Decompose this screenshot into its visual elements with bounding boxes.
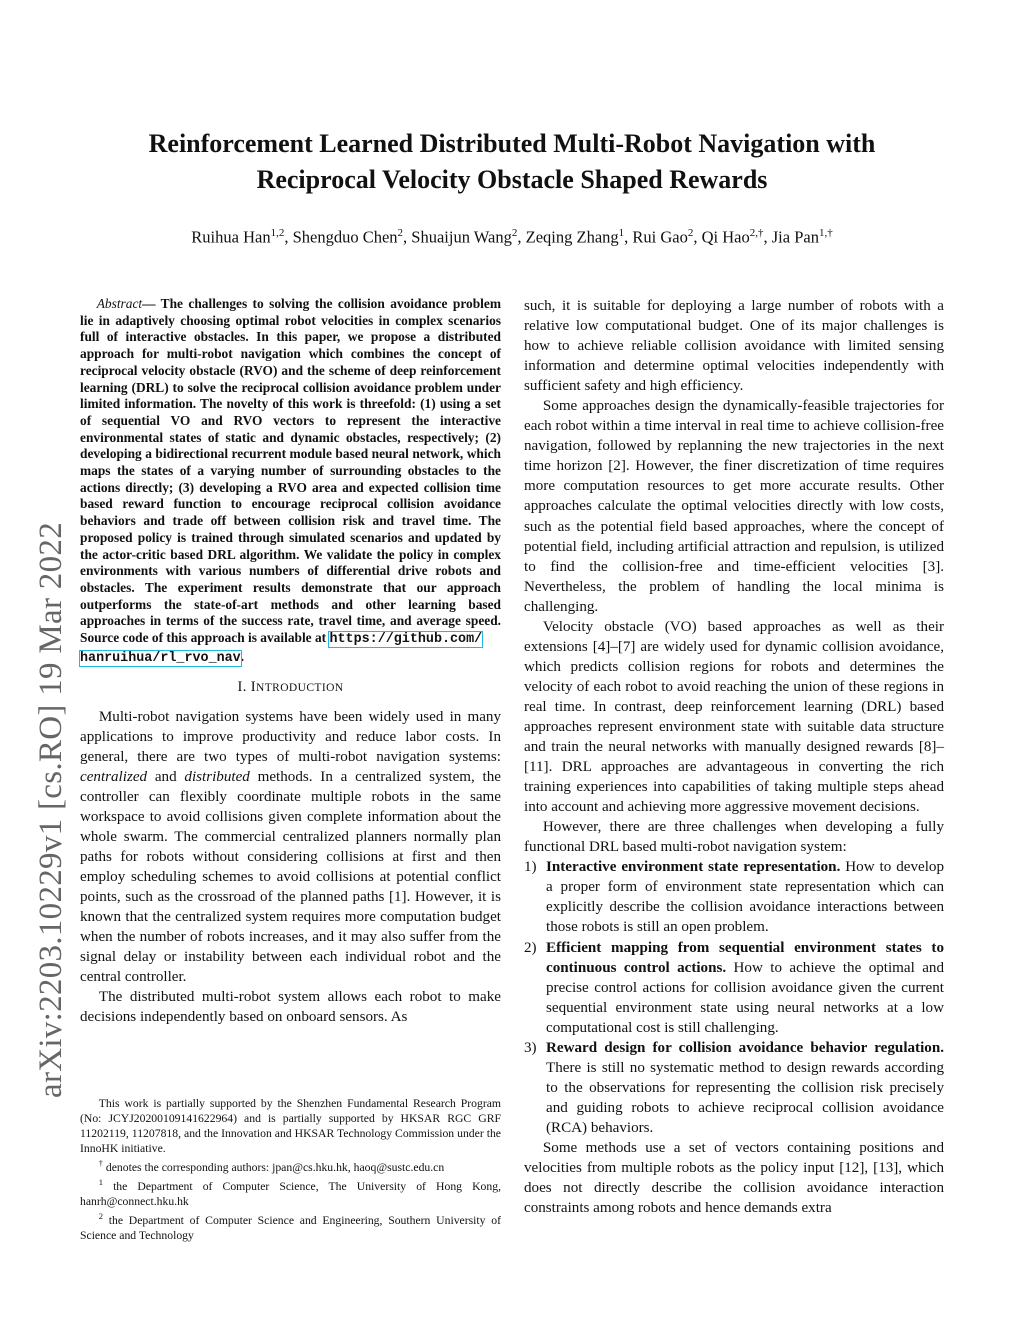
list-item [524, 1038, 944, 1138]
right-paragraph-1: such, it is suitable for deploying a large number of robots with a relative low computational budget. One of its major challenges is how to achieve reliable collision avoidance with limited sensing information and determine optimal velocities independently with sufficient safety and high efficiency. [524, 298, 944, 395]
section-title-initial: I [250, 679, 257, 696]
author: Shengduo Chen [292, 227, 398, 247]
footnote-text: the Department of Computer Science, The University of Hong Kong, hanrh@connect.hku.hk [80, 1180, 501, 1209]
list-number: 3) [524, 1039, 537, 1056]
author: Zeqing Zhang [525, 227, 619, 247]
footnote-mark: 1 [98, 1177, 103, 1188]
abstract-body: — The challenges to solving the collision avoidance problem lie in adaptively choosing optimal robot velocities in complex scenarios full of interactive obstacles. In this paper, we propose a distributed approach for multi-robot navigation which combines the concept of reciprocal velocity obstacle (RVO) and the scheme of deep reinforcement learning (DRL) to solve the reciprocal collision avoidance problem under limited information. The novelty of this work is threefold: (1) using a set of sequential VO and RVO vectors to represent the interactive environmental states of static and dynamic obstacles, respectively; (2) developing a bidirectional recurrent module based neural network, which maps the states of a varying number of surrounding obstacles to the actions directly; (3) developing a RVO area and expected collision time based reward function to encourage reciprocal collision avoidance behaviors and trade off between collision risk and travel time. The proposed policy is trained through simulated scenarios and updated by the actor-critic based DRL algorithm. We validate the policy in complex environments with various numbers of differential drive robots and obstacles. The experiment results demonstrate that our approach outperforms the state-of-art methods and other learning based approaches in terms of the success rate, travel time, and average speed. Source code of this approach is available at [80, 296, 501, 646]
text-run: methods. In a centralized system, the controller can flexibly coordinate multiple robots in the same workspace to avoid collisions given complete information about the whole swarm. The commercial centralized planners normally plan paths for robots without considering collisions at first and then employ scheduling schemes to avoid collisions at potential conflict points, such as the crossroad of the planned paths [1]. However, it is known that the centralized system requires more computation budget when the number of robots increases, and it may also suffer from the signal delay or instability between each individual robot and the central controller. [80, 768, 501, 986]
list-number: 2) [524, 939, 537, 956]
list-item-text: How to develop a proper form of environment state representation which can explicitly describe the collision avoidance interactions between those robots is still an open problem. [546, 859, 944, 936]
emphasis-distributed: distributed [184, 768, 250, 785]
author: Ruihua Han [191, 227, 271, 247]
list-item-heading: Efficient mapping from sequential environment states to continuous control actions. [546, 939, 944, 976]
right-paragraph-5: Some methods use a set of vectors containing positions and velocities from multiple robots as the policy input [12], [13], which does not directly describe the collision avoidance interaction constraints among robots and hence demands extra [524, 1139, 944, 1217]
list-item [524, 857, 944, 937]
list-item [524, 938, 944, 1038]
abstract-end: . [240, 648, 245, 664]
footnote-affiliation-2 [80, 1209, 501, 1243]
author: Shuaijun Wang [411, 227, 512, 247]
author-affiliation: 1,† [818, 227, 833, 239]
arxiv-identifier: arXiv:2203.10229v1 [cs.RO] 19 Mar 2022 [33, 522, 69, 1098]
title-line-1: Reinforcement Learned Distributed Multi-Robot Navigation with [148, 129, 876, 158]
list-item-text: How to achieve the optimal and precise control actions for collision avoidance given the current sequential environment state using neural networks at a low computational cost is still challenging. [546, 959, 944, 1036]
author-affiliation: 2 [397, 227, 404, 239]
footnote-affiliation-1 [80, 1175, 501, 1209]
abstract-label: Abstract [96, 296, 143, 311]
right-paragraph-3: Velocity obstacle (VO) based approaches as well as their extensions [4]–[7] are widely used for dynamic collision avoidance, which predicts collision regions for robots and determines the velocity of each robot to avoid reaching the union of these regions in real time. In contrast, deep reinforcement learning (DRL) based approaches represent environment state with suitable data structure and train the neural networks with manually designed rewards [8]–[11]. DRL approaches are advantageous in converting the rich training experiences into capabilities of taking multiple steps ahead into account and achieving more aggressive movement decisions. [524, 618, 944, 816]
right-paragraph-2: Some approaches design the dynamically-feasible trajectories for each robot within a time interval in real time to achieve collision-free navigation, followed by replanning the new trajectories in the next time horizon [2]. However, the finer discretization of time requires more computation resources to get more accurate results. Other approaches calculate the optimal velocities directly with low costs, such as the potential field based approaches, where the concept of potential field, including artificial attraction and repulsion, is utilized to find the collision-free and time-efficient velocities [3]. Nevertheless, the problem of handling the local minima is challenging. [524, 398, 944, 615]
footnote-corresponding [80, 1156, 501, 1175]
section-number: I. [237, 679, 247, 696]
footnote-text: the Department of Computer Science and Engineering, Southern University of Science and Technology [80, 1214, 501, 1243]
right-column [524, 296, 944, 1218]
footnote-text: denotes the corresponding authors: jpan@cs.hku.hk, haoq@sustc.edu.cn [102, 1161, 445, 1175]
author-affiliation: 1,2 [270, 227, 285, 239]
source-code-link-continued[interactable]: hanruihua/rl_rvo_nav [80, 650, 241, 666]
list-item-heading: Interactive environment state representation. [546, 859, 841, 876]
author-affiliation: 2,† [749, 227, 764, 239]
list-item-heading: Reward design for collision avoidance behavior regulation. [546, 1039, 944, 1056]
list-number: 1) [524, 859, 537, 876]
author-affiliation: 1 [618, 227, 625, 239]
author: Qi Hao [701, 227, 750, 247]
right-paragraph-4: However, there are three challenges when developing a fully functional DRL based multi-robot navigation system: [524, 819, 944, 856]
author-affiliation: 2 [687, 227, 694, 239]
intro-paragraph-1 [80, 707, 501, 988]
footnote-mark: 2 [98, 1211, 103, 1222]
section-title-rest: NTRODUCTION [256, 682, 344, 695]
emphasis-centralized: centralized [80, 768, 148, 785]
section-heading-introduction [80, 677, 501, 698]
footnote-funding: This work is partially supported by the Shenzhen Fundamental Research Program (No: JCYJ20200109141622964) and is partially supported by HKSAR RGC GRF 11202119, 11207818, and the Innovation and HKSAR Technology Commission under the InnoHK initiative. [80, 1097, 501, 1156]
author-affiliation: 2 [511, 227, 518, 239]
author: Jia Pan [771, 227, 819, 247]
author: Rui Gao [632, 227, 688, 247]
text-run: and [147, 768, 185, 785]
source-code-link[interactable]: https://github.com/ [329, 632, 483, 648]
footnote-mark: † [98, 1158, 103, 1169]
title-line-2: Reciprocal Velocity Obstacle Shaped Rewards [256, 165, 768, 194]
text-run: Multi-robot navigation systems have been widely used in many applications to improve productivity and reduce labor costs. In general, there are two types of multi-robot navigation systems: [80, 708, 501, 765]
intro-paragraph-2: The distributed multi-robot system allows each robot to make decisions independently based on onboard sensors. As [80, 989, 501, 1026]
paper-title [100, 126, 924, 198]
list-item-text: There is still no systematic method to design rewards according to the observations for representing the collision risk precisely and guiding robots to achieve reciprocal collision avoidance (RCA) behaviors. [546, 1059, 944, 1136]
left-column [80, 296, 501, 1027]
challenge-list [524, 857, 944, 1138]
footnotes [80, 1096, 501, 1244]
author-list: Ruihua Han$^{1,2}$, Shengduo Chen$^2$, Shuaijun Wang$^2$, Zeqing Zhang$^1$, Rui Gao$^2$, Qi Hao$^{2,\dagger}$, Jia Pan$^{1,\dagger}$ [191, 227, 833, 247]
abstract [80, 296, 501, 667]
